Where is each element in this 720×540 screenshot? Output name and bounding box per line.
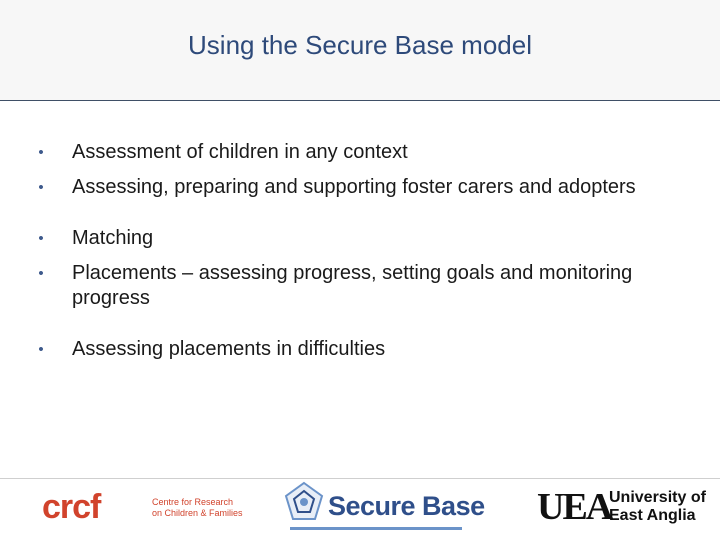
bullet-icon: • <box>38 179 44 196</box>
title-divider <box>0 100 720 101</box>
uea-line-1: University of <box>609 489 706 506</box>
bullet-text: Placements – assessing progress, setting goals and monitoring progress <box>72 262 633 309</box>
bullet-item <box>34 140 674 165</box>
crcf-wordmark: crcf <box>42 488 101 526</box>
bullet-item <box>34 175 674 200</box>
secure-base-underline <box>290 527 462 530</box>
bullet-text: Assessing placements in difficulties <box>72 338 386 360</box>
secure-base-wordmark: Secure Base <box>328 491 485 521</box>
slide-title: Using the Secure Base model <box>188 30 532 60</box>
uea-wordmark: UEA <box>537 486 612 528</box>
pentagon-emblem-icon <box>284 481 324 525</box>
bullet-item <box>34 261 674 311</box>
uea-name <box>609 489 719 525</box>
crcf-line-2: on Children & Families <box>152 508 243 518</box>
bullet-icon: • <box>38 265 44 282</box>
bullet-icon: • <box>38 144 44 161</box>
bullet-text: Assessment of children in any context <box>72 141 408 163</box>
crcf-subtitle <box>152 497 262 519</box>
bullet-text: Matching <box>72 227 154 249</box>
uea-line-2: East Anglia <box>609 507 696 524</box>
bullet-text: Assessing, preparing and supporting foster carers and adopters <box>72 176 636 198</box>
footer-divider <box>0 478 720 479</box>
crcf-line-1: Centre for Research <box>152 497 234 507</box>
bullet-list <box>34 140 674 362</box>
bullet-icon: • <box>38 341 44 358</box>
bullet-icon: • <box>38 230 44 247</box>
bullet-item <box>34 337 674 362</box>
bullet-item <box>34 226 674 251</box>
